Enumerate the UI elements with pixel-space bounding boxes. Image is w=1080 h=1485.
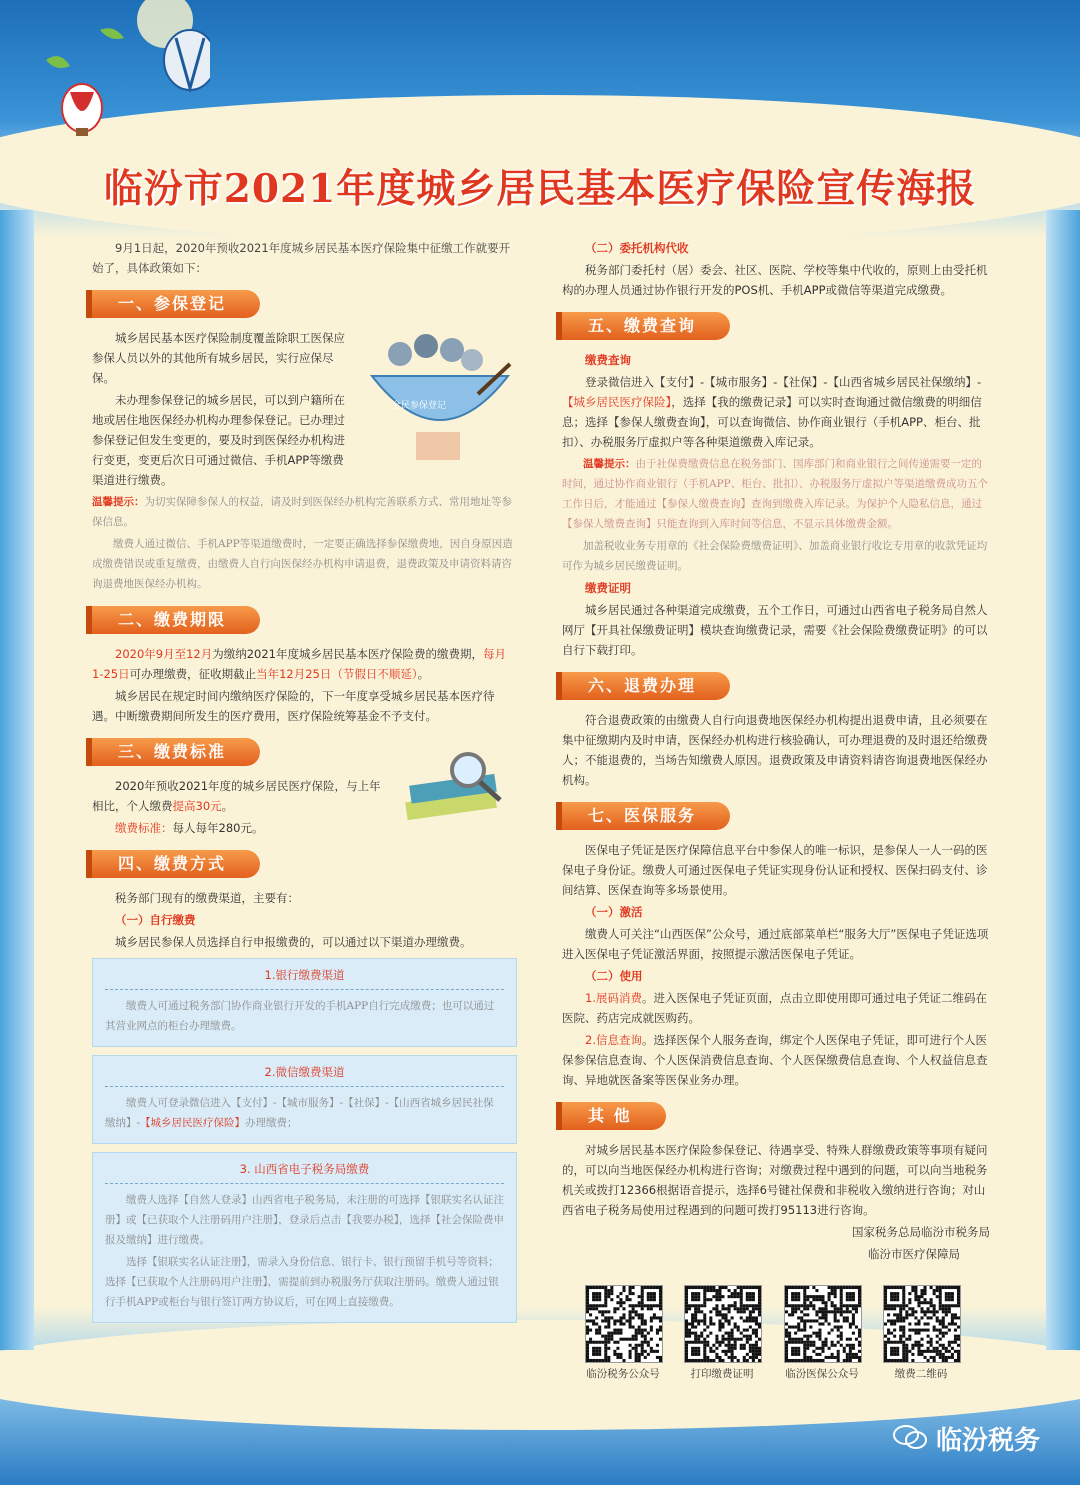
qr-label-1: 临汾税务公众号	[586, 1368, 660, 1380]
s4-sub-1: （一）自行缴费	[115, 913, 196, 927]
s1-paragraph-1: 城乡居民基本医疗保险制度覆盖除职工医保应参保人员以外的其他所有城乡居民，实行应保尽保。	[92, 331, 345, 385]
etax-channel-text-1: 缴费人选择【自然人登录】山西省电子税务局，未注册的可选择【银联实名认证注册】或【已获取个人注册码用户注册】，登录后点击【我要办税】，选择【社会保险费申报及缴纳】进行缴费。	[105, 1194, 504, 1246]
org-medical: 临汾市医疗保障局	[868, 1247, 960, 1261]
s2-period: 2020年9月至12月	[115, 647, 213, 661]
s3-text-a: 2020年预收2021年度的城乡居民医疗保险，与上年相比，个人缴费	[92, 779, 381, 813]
section-7-heading: 七、医保服务	[562, 802, 730, 830]
s3-paragraph	[92, 776, 382, 816]
qr-code-3[interactable]	[784, 1285, 862, 1363]
bank-channel-box	[92, 958, 517, 1047]
s1-paragraph-2: 未办理参保登记的城乡居民，可以到户籍所在地或居住地医保经办机构办理参保登记。已办理过参保登记但发生变更的，要及时到医保经办机构进行变更，变更后次日可通过微信、手机APP等缴费渠道进行缴费。	[92, 393, 345, 487]
wechat-text-b: 【城乡居民医疗保险】	[140, 1117, 246, 1129]
hot-air-balloon-icon	[40, 0, 210, 140]
s1-paragraph-3: 缴费人通过微信、手机APP等渠道缴费时，一定要正确选择参保缴费地，因自身原因造成缴费错误或重复缴费，由缴费人自行向医保经办机构申请退费，退费政策及申请资料请咨询退费地医保经办机构。	[92, 538, 513, 590]
r-sub-2: （二）委托机构代收	[585, 241, 689, 255]
s5-tip-2: 加盖税收业务专用章的《社会保险费缴费证明》、加盖商业银行收讫专用章的收款凭证均可作为城乡居民缴费证明。	[562, 540, 988, 572]
s5-paragraph-2: 城乡居民通过各种渠道完成缴费，五个工作日，可通过山西省电子税务局自然人网厅【开具社保缴费证明】模块查询缴费记录，需要《社会保险费缴费证明》的可以自行下载打印。	[562, 603, 988, 657]
wechat-icon	[893, 1424, 927, 1450]
s7-use-2-text: 。选择医保个人服务查询，绑定个人医保电子凭证，即可进行个人医保参保信息查询、个人医保消费信息查询、个人医保缴费信息查询、个人权益信息查询、异地就医备案等医保业务办理。	[562, 1033, 988, 1087]
intro-text: 9月1日起，2020年预收2021年度城乡居民基本医疗保险集中征缴工作就要开始了，具体政策如下：	[92, 241, 511, 275]
s2-text-b: 为缴纳2021年度城乡居民基本医疗保险费的缴费期，	[212, 647, 483, 661]
etax-channel-box	[92, 1152, 517, 1323]
s1-tip-label: 温馨提示：	[92, 496, 145, 508]
qr-code-2[interactable]	[684, 1285, 762, 1363]
org-tax: 国家税务总局临汾市税务局	[852, 1225, 990, 1239]
section-4-heading: 四、缴费方式	[92, 850, 260, 878]
s2-days: 每月1-25日	[92, 647, 506, 681]
poster-title: 临汾市2021年度城乡居民基本医疗保险宣传海报	[103, 166, 977, 212]
s3-standard-label: 缴费标准：	[115, 821, 173, 835]
s2-deadline: 当年12月25日（节假日不顺延）	[256, 667, 418, 681]
section-3-heading: 三、缴费标准	[92, 738, 260, 766]
s1-tip	[92, 492, 517, 532]
left-border-decoration	[0, 210, 34, 1350]
s7-sub-1: （一）激活	[585, 905, 643, 919]
s3-standard-value: 每人每年280元。	[172, 821, 264, 835]
s7-use-2-label: 2.信息查询	[585, 1033, 642, 1047]
qr-pattern	[586, 1286, 662, 1362]
watermark-text: 临汾税务	[936, 1426, 1041, 1456]
books-magnifier-icon	[396, 746, 516, 846]
wechat-channel-box	[92, 1055, 517, 1144]
bowl-label: 全民参保登记	[392, 401, 447, 411]
section-5-heading: 五、缴费查询	[562, 312, 730, 340]
bowl-illustration-icon	[360, 324, 520, 464]
r-sub-2-text: 税务部门委托村（居）委会、社区、医院、学校等集中代收的，原则上由受托机构的办理人员通过协作银行开发的POS机、手机APP或微信等渠道完成缴费。	[562, 263, 988, 297]
right-border-decoration	[1046, 210, 1080, 1350]
s4-paragraph-1: 税务部门现有的缴费渠道，主要有：	[115, 891, 299, 905]
s7-use-2	[562, 1030, 990, 1090]
s3-text-c: 。	[221, 799, 234, 813]
s7-use-1-label: 1.展码消费	[585, 991, 642, 1005]
s3-increase: 提高30元	[172, 799, 222, 813]
s5-tip	[562, 454, 990, 534]
s5-paragraph-1	[562, 372, 990, 452]
right-column	[562, 238, 990, 1266]
qr-pattern	[884, 1286, 960, 1362]
bank-channel-text: 缴费人可通过税务部门协作商业银行开发的手机APP自行完成缴费；也可以通过其营业网点的柜台办理缴费。	[105, 1000, 495, 1032]
qr-pattern	[685, 1286, 761, 1362]
s5-tip-label: 温馨提示：	[583, 458, 636, 470]
s2-text-f: 。	[417, 667, 430, 681]
s6-paragraph: 符合退费政策的由缴费人自行向退费地医保经办机构提出退费申请，且必须要在集中征缴期内及时申请，医保经办机构进行核验确认，可办理退费的及时退还给缴费人；不能退费的，当场告知缴费人原因。退费政策及申请资料请咨询退费地医保经办机构。	[562, 713, 988, 787]
bank-channel-title: 1.银行缴费渠道	[105, 965, 504, 990]
s8-paragraph: 对城乡居民基本医疗保险参保登记、待遇享受、特殊人群缴费政策等事项有疑问的，可以向当地医保经办机构进行咨询；对缴费过程中遇到的问题，可以向当地税务机关或拨打12366根据语音提示，选择6号键社保费和非税收入缴纳进行咨询；对山西省电子税务局使用过程遇到的问题可拨打95113进行咨询。	[562, 1143, 988, 1217]
section-6-heading: 六、退费办理	[562, 672, 730, 700]
s7-paragraph: 医保电子凭证是医疗保障信息平台中参保人的唯一标识，是参保人一人一码的医保电子身份证。缴费人可通过医保电子凭证实现身份认证和授权、医保扫码支付、诊间结算、医保查询等多场景使用。	[562, 843, 988, 897]
qr-code-4[interactable]	[883, 1285, 961, 1363]
qr-code-1[interactable]	[585, 1285, 663, 1363]
s1-tip-text: 为切实保障参保人的权益，请及时到医保经办机构完善联系方式、常用地址等参保信息。	[92, 496, 512, 528]
left-column	[92, 238, 517, 1331]
s7-paragraph-1: 缴费人可关注“山西医保”公众号，通过底部菜单栏“服务大厅”医保电子凭证选项进入医保电子凭证激活界面，按照提示激活医保电子凭证。	[562, 927, 989, 961]
etax-channel-title: 3. 山西省电子税务局缴费	[105, 1159, 504, 1184]
section-2-heading: 二、缴费期限	[92, 606, 260, 634]
s5-tip-text: 由于社保费缴费信息在税务部门、国库部门和商业银行之间传递需要一定的时间，通过协作商业银行（手机APP、柜台、批扣）、办税服务厅虚拟户等渠道缴费成功五个工作日后，才能通过【参保人缴费查询】查询到缴费入库记录。为保护个人隐私信息，通过【参保人缴费查询】只能查询到入库时间等信息，不显示具体缴费金额。	[562, 458, 988, 530]
wechat-channel-title: 2.微信缴费渠道	[105, 1062, 504, 1087]
wechat-text-a: 缴费人可登录微信进入【支付】-【城市服务】-【社保】-【山西省城乡居民社保缴纳】-	[105, 1097, 494, 1129]
s5-text-a: 登录微信进入【支付】-【城市服务】-【社保】-【山西省城乡居民社保缴纳】-	[585, 375, 982, 389]
s2-paragraph-2: 城乡居民在规定时间内缴纳医疗保险的，下一年度享受城乡居民基本医疗待遇。中断缴费期间所发生的医疗费用，医疗保险统筹基金不予支付。	[92, 689, 495, 723]
section-8-heading: 其 他	[562, 1102, 666, 1130]
s5-sub-1: 缴费查询	[585, 353, 631, 367]
s5-text-b: 【城乡居民医疗保险】	[562, 395, 672, 409]
qr-label-4: 缴费二维码	[894, 1368, 948, 1380]
etax-channel-text-2: 选择【银联实名认证注册】，需录入身份信息、银行卡、银行预留手机号等资料；选择【已获取个人注册码用户注册】，需提前到办税服务厅获取注册码。缴费人通过银行手机APP或柜台与银行签订两方协议后，可在网上直接缴费。	[105, 1256, 499, 1308]
s7-use-1-text: 。进入医保电子凭证页面，点击立即使用即可通过电子凭证二维码在医院、药店完成就医购药。	[562, 991, 987, 1025]
s2-text-d: 可办理缴费，征收期截止	[129, 667, 257, 681]
qr-label-2: 打印缴费证明	[690, 1368, 754, 1380]
qr-label-3: 临汾医保公众号	[785, 1368, 859, 1380]
s5-sub-2: 缴费证明	[585, 581, 631, 595]
s2-paragraph-1	[92, 644, 517, 684]
wechat-channel-text	[105, 1093, 504, 1133]
qr-pattern	[785, 1286, 861, 1362]
s7-sub-2: （二）使用	[585, 969, 643, 983]
wechat-text-c: 办理缴费；	[245, 1117, 298, 1129]
s5-text-c: ，选择【我的缴费记录】可以实时查询通过微信缴费的明细信息；选择【参保人缴费查询】，可以查询微信、协作商业银行（手机APP、柜台、批扣）、办税服务厅虚拟户等各种渠道缴费入库记录。	[562, 395, 982, 449]
s4-paragraph-2: 城乡居民参保人员选择自行申报缴费的，可以通过以下渠道办理缴费。	[115, 935, 472, 949]
s7-use-1	[562, 988, 990, 1028]
section-1-heading: 一、参保登记	[92, 290, 260, 318]
